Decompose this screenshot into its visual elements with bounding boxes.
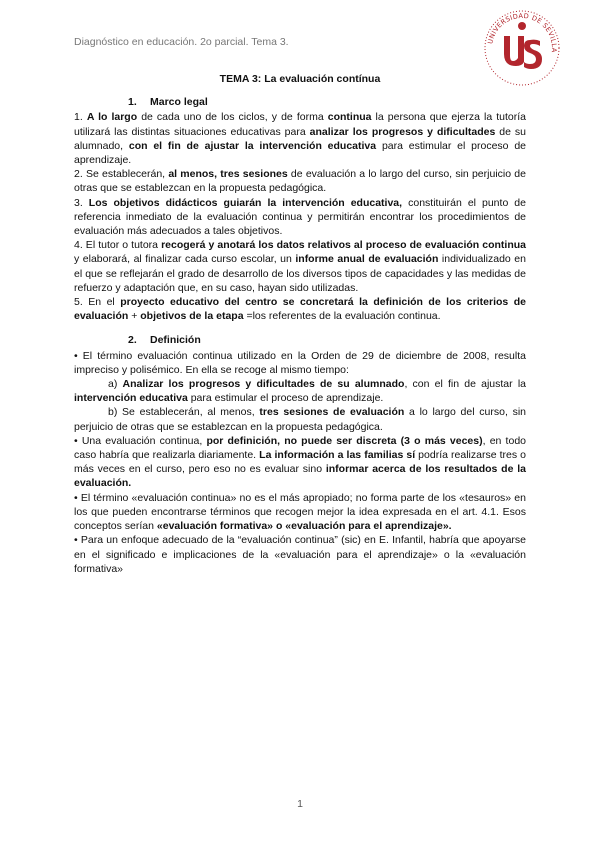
seal-monogram: [504, 22, 542, 69]
paragraph: 2. Se establecerán, al menos, tres sesiones de evaluación a lo largo del curso, sin perjuicio de otras que se establezcan en la propuesta pedagógica.: [74, 168, 526, 195]
bullet-paragraph: • El término evaluación continua utilizado en la Orden de 29 de diciembre de 2008, resulta impreciso y polisémico. En ella se recoge al mismo tiempo:: [74, 349, 526, 376]
section-heading-marco-legal: 1. Marco legal: [128, 96, 208, 109]
paragraph: 1. A lo largo de cada uno de los ciclos, y de forma continua la persona que ejerza la tutoría utilizará las distintas situaciones educativas para analizar los progresos y dificultades de su alumnado, con el fin de ajustar la intervención educativa para estimular el proceso de aprendizaje.: [74, 111, 527, 167]
bullet-paragraph: • Para un enfoque adecuado de la “evaluación continua” (sic) en E. Infantil, habría que apoyarse en el significado e implicaciones de la «evaluación para el aprendizaje» o la «evaluación formativa»: [74, 534, 526, 575]
sub-item-a: a) Analizar los progresos y dificultades de su alumnado, con el fin de ajustar la intervención educativa para estimular el proceso de aprendizaje.: [74, 378, 526, 405]
document-title: TEMA 3: La evaluación contínua: [219, 73, 381, 85]
page-number: 1: [297, 798, 303, 810]
paragraph: 5. En el proyecto educativo del centro se concretará la definición de los criterios de evaluación + objetivos de la etapa =los referentes de la evaluación continua.: [74, 296, 526, 323]
bullet-paragraph: • Una evaluación continua, por definición, no puede ser discreta (3 o más veces), en todo caso habría que realizarla diariamente. La información a las familias sí podría realizarse tres o más veces en el curso, pero eso no es evaluar sino informar acerca de los resultados de la evaluación.: [74, 434, 527, 490]
sub-item-b: b) Se establecerán, al menos, tres sesiones de evaluación a lo largo del curso, sin perjuicio de otras que se establezcan en la propuesta pedagógica.: [74, 406, 526, 433]
bullet-paragraph: • El término «evaluación continua» no es el más apropiado; no forma parte de los «tesauros» en los que pueden encontrarse términos que recogen mejor la idea expresada en el art. 4.1. Esos conceptos serían «evaluación formativa» o «evaluación para el aprendizaje».: [74, 491, 526, 533]
running-header: Diagnóstico en educación. 2o parcial. Tema 3.: [74, 36, 289, 48]
seal-ring-text: UNIVERSIDAD DE SEVILLA: [486, 11, 559, 53]
document-body: [74, 72, 526, 576]
paragraph: 4. El tutor o tutora recogerá y anotará los datos relativos al proceso de evaluación continua y elaborará, al finalizar cada curso escolar, un informe anual de evaluación individualizado en el que se reflejarán el grado de desarrollo de los diversos tipos de capacidades y las medidas de refuerzo y adaptación que, en su caso, hayan sido utilizadas.: [74, 239, 526, 294]
section-heading-definicion: 2. Definición: [128, 334, 201, 347]
paragraph: 3. Los objetivos didácticos guiarán la intervención educativa, constituirán el punto de referencia inmediato de la evaluación continua y permitirán encontrar los procedimientos de evaluación más adecuados a tales objetivos.: [74, 196, 526, 238]
